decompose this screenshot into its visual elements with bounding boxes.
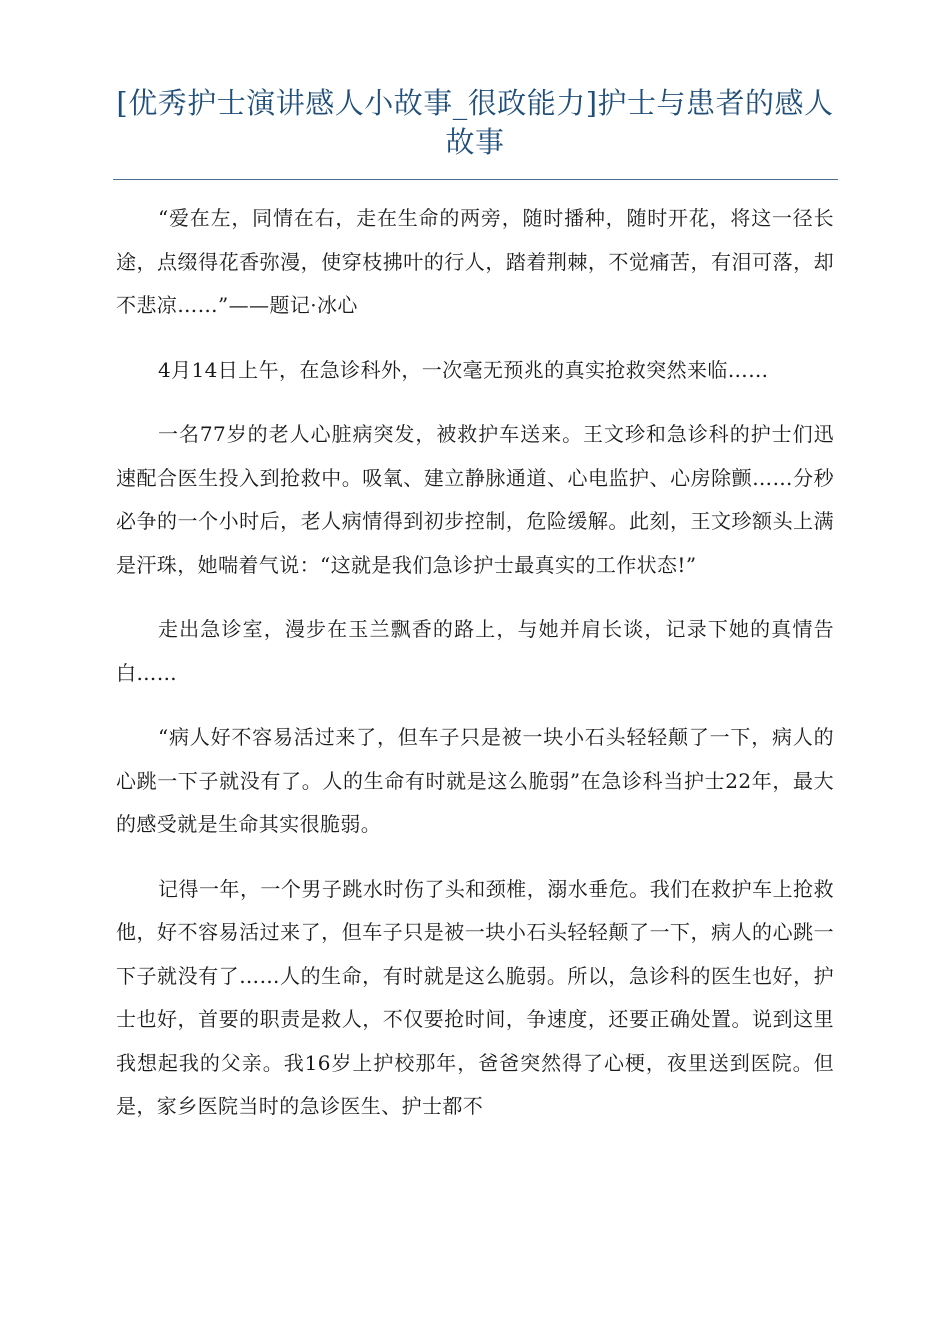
document-title: [优秀护士演讲感人小故事_很政能力]护士与患者的感人故事 <box>116 86 834 159</box>
paragraph: 记得一年，一个男子跳水时伤了头和颈椎，溺水垂危。我们在救护车上抢救他，好不容易活过来了，但车子只是被一块小石头轻轻颠了一下，病人的心跳一下子就没有了……人的生命，有时就是这么脆弱。所以，急诊科的医生也好，护士也好，首要的职责是救人，不仅要抢时间，争速度，还要正确处置。说到这里我想起我的父亲。我16岁上护校那年，爸爸突然得了心梗，夜里送到医院。但是，家乡医院当时的急诊医生、护士都不 <box>116 876 834 1118</box>
title-divider <box>113 179 838 180</box>
document-body <box>116 197 834 1150</box>
paragraph: 一名77岁的老人心脏病突发，被救护车送来。王文珍和急诊科的护士们迅速配合医生投入到抢救中。吸氧、建立静脉通道、心电监护、心房除颤……分秒必争的一个小时后，老人病情得到初步控制，危险缓解。此刻，王文珍额头上满是汗珠，她喘着气说：“这就是我们急诊护士最真实的工作状态!” <box>116 422 834 577</box>
paragraph: “病人好不容易活过来了，但车子只是被一块小石头轻轻颠了一下，病人的心跳一下子就没有了。人的生命有时就是这么脆弱”在急诊科当护士22年，最大的感受就是生命其实很脆弱。 <box>116 725 834 836</box>
paragraph: 走出急诊室，漫步在玉兰飘香的路上，与她并肩长谈，记录下她的真情告白…… <box>116 617 834 685</box>
paragraph-epigraph: “爱在左，同情在右，走在生命的两旁，随时播种，随时开花，将这一径长途，点缀得花香弥漫，使穿枝拂叶的行人，踏着荆棘，不觉痛苦，有泪可落，却不悲凉……”——题记·冰心 <box>116 206 834 317</box>
paragraph: 4月14日上午，在急诊科外，一次毫无预兆的真实抢救突然来临…… <box>158 357 769 382</box>
